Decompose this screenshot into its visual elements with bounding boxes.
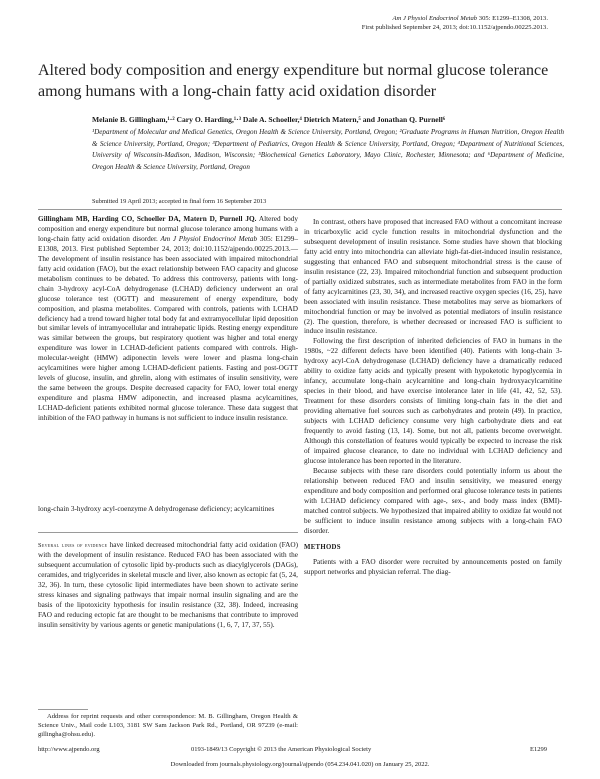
correspondence-footnote: Address for reprint requests and other correspondence: M. B. Gillingham, Oregon Health & Science Univ., Mail code L103, 3181 SW Sam Jackson Park Rd., Portland, OR 97239 (e-mail: gillingha@ohsu.edu). <box>38 713 298 738</box>
citation-authors: Gillingham MB, Harding CO, Schoeller DA, Matern D, Purnell JQ. <box>38 215 257 223</box>
paragraph-history: Following the first description of inherited deficiencies of FAO in humans in the 1980s, ~22 different defects have been identified (40). Patients with long-chain 3-hydroxy acyl-CoA dehydrogenase (LCHAD) deficiency have a dramatically reduced ability to oxidize fatty acids and typically present with hypoketotic hypoglycemia in infancy, accumulate long-chain acylcarnitine and long-chain hydroxyacylcarnitine species in their blood, and have exercise intolerance later in life (41, 42, 52, 53). Treatment for these disorders consists of limiting long-chain fats in the diet and providing alternative fuel sources such as carbohydrates and protein (49). In practice, subjects with LCHAD deficiency consume very high carbohydrate diets and eat frequently to avoid fasting (13, 14). Some, but not all, patients become overweight. Although this constellation of features would typically be expected to increase the risk of impaired glucose clearance, to date no individual with LCHAD deficiency and glucose intolerance has been reported in the literature. <box>304 337 562 465</box>
header-divider <box>38 209 562 210</box>
right-column <box>304 218 562 578</box>
article-title: Altered body composition and energy expenditure but normal glucose tolerance among humans with a long-chain fatty acid oxidation disorder <box>38 62 549 100</box>
journal-header <box>362 14 548 32</box>
submission-dates: Submitted 19 April 2013; accepted in final form 16 September 2013 <box>92 198 267 205</box>
abstract-divider <box>38 532 298 533</box>
methods-text: Patients with a FAO disorder were recruited by announcements posted on family support networks and physician referral. The diag- <box>304 558 562 577</box>
footnote-divider <box>38 709 88 710</box>
citation-details: 305: E1299–E1308, 2013. First published September 24, 2013; doi:10.1152/ajpendo.00225.2013.— <box>38 234 298 253</box>
journal-citation-line <box>362 14 548 23</box>
journal-volume: 305: E1299–E1308, 2013. <box>478 15 548 22</box>
intro-lead: Several lines of evidence <box>38 542 108 549</box>
journal-url[interactable]: http://www.ajpendo.org <box>38 746 100 753</box>
citation-journal: Am J Physiol Endocrinol Metab <box>160 234 258 243</box>
publication-line: First published September 24, 2013; doi:10.1152/ajpendo.00225.2013. <box>361 24 548 31</box>
copyright-line: 0193-1849/13 Copyright © 2013 the American Physiological Society <box>191 746 372 753</box>
journal-name: Am J Physiol Endocrinol Metab <box>392 15 478 22</box>
methods-heading: METHODS <box>304 543 341 551</box>
affiliations: ¹Department of Molecular and Medical Genetics, Oregon Health & Science University, Portland, Oregon; ²Graduate Programs in Human Nutrition, Oregon Health & Science University, Portland, Oregon; ³Department of Pediatrics, Oregon Health & Science University, Portland, Oregon; ⁴Department of Nutritional Sciences, University of Wisconsin-Madison, Madison, Wisconsin; ⁵Biochemical Genetics Laboratory, Mayo Clinic, Rochester, Minnesota; and ⁶Department of Medicine, Oregon Health & Science University, Portland, Oregon <box>92 128 564 171</box>
paragraph-contrast: In contrast, others have proposed that increased FAO without a concomitant increase in tricarboxylic acid cycle function results in mitochondrial dysfunction and the subsequent development of insulin resistance. Some studies have shown that blocking fatty acid entry into mitochondria can alleviate high-fat-diet-induced insulin resistance, suggesting that enhanced FAO and subsequent mitochondrial stress is the cause of insulin resistance (22, 23). Impaired mitochondrial function and subsequent production of partially oxidized substrates, such as intermediate metabolites from FAO in the form of fatty acylcarnitines (23, 30, 34), and increased reactive oxygen species (16, 25), have been associated with insulin resistance. These metabolites may serve as biomarkers of mitochondrial function or may be involved as potential mediators of insulin resistance (2). The question, therefore, is whether decreased or increased FAO is sufficient to induce insulin resistance. <box>304 218 562 336</box>
abstract <box>38 215 298 424</box>
citation-title: Altered body composition and energy expenditure but normal glucose tolerance among humans with a long-chain fatty acid oxidation disorder. <box>38 215 298 243</box>
introduction <box>38 541 298 631</box>
page-number: E1299 <box>530 746 547 753</box>
paragraph-hypothesis: Because subjects with these rare disorders could potentially inform us about the relationship between reduced FAO and insulin sensitivity, we measured energy expenditure and body composition and performed oral glucose tolerance tests in patients with LCHAD deficiency compared with age-, sex-, and body mass index (BMI)-matched control subjects. We hypothesized that impaired ability to oxidize fat would not be sufficient to induce insulin resistance among subjects with a long-chain FAO disorder. <box>304 466 562 535</box>
intro-paragraph: have linked decreased mitochondrial fatty acid oxidation (FAO) with the development of insulin resistance. Reduced FAO has been associated with the subsequent accumulation of cytosolic lipid by-products such as diacylglycerols (DAGs), ceramides, and triglycerides in skeletal muscle and liver, also known as ectopic fat (5, 24, 32, 36). In turn, these cytosolic lipid intermediates have been shown to activate serine stress kinases and signaling pathways that impair normal insulin signaling and are the basis of the lipotoxicity hypothesis for insulin resistance (32, 38). Indeed, increasing FAO and reducing ectopic fat are thought to be mechanisms that contribute to improved insulin sensitivity by various agents or genetic manipulations (1, 6, 7, 17, 37, 55). <box>38 541 298 629</box>
download-note: Downloaded from journals.physiology.org/journal/ajpendo (054.234.041.020) on January 25, 2022. <box>170 761 430 768</box>
author-list: Melanie B. Gillingham,¹·² Cary O. Harding,¹·³ Dale A. Schoeller,⁴ Dietrich Matern,⁵ and Jonathan Q. Purnell⁶ <box>92 115 446 124</box>
abstract-body: The development of insulin resistance has been associated with impaired mitochondrial fatty acid oxidation (FAO), but the exact relationship between FAO capacity and glucose metabolism continues to be debated. To address this controversy, patients with long-chain 3-hydroxy acyl-CoA dehydrogenase (LCHAD) deficiency underwent an oral glucose tolerance test (OGTT) and measurement of energy expenditure, body composition, and plasma metabolites. Compared with controls, patients with LCHAD deficiency had a trend toward higher total body fat and extramyocellular lipid deposition but similar levels of intramyocellular and intrahepatic lipids. Resting energy expenditure was similar between the groups, but respiratory quotient was higher and total energy expenditure was lower in LCHAD-deficient patients compared with controls. High-molecular-weight (HMW) adiponectin levels were lower and plasma long-chain acylcarnitines were higher among LCHAD-deficient patients. Fasting and post-OGTT levels of glucose, insulin, and ghrelin, along with estimates of insulin sensitivity, were the same between the groups. Despite decreased capacity for FAO, lower total energy expenditure and plasma HMW adiponectin, and increased plasma acylcarnitines, LCHAD-deficient patients exhibited normal glucose tolerance. These data suggest that inhibition of the FAO pathway in humans is not sufficient to induce insulin resistance. <box>38 254 298 423</box>
keywords: long-chain 3-hydroxy acyl-coenzyme A dehydrogenase deficiency; acylcarnitines <box>38 505 275 513</box>
